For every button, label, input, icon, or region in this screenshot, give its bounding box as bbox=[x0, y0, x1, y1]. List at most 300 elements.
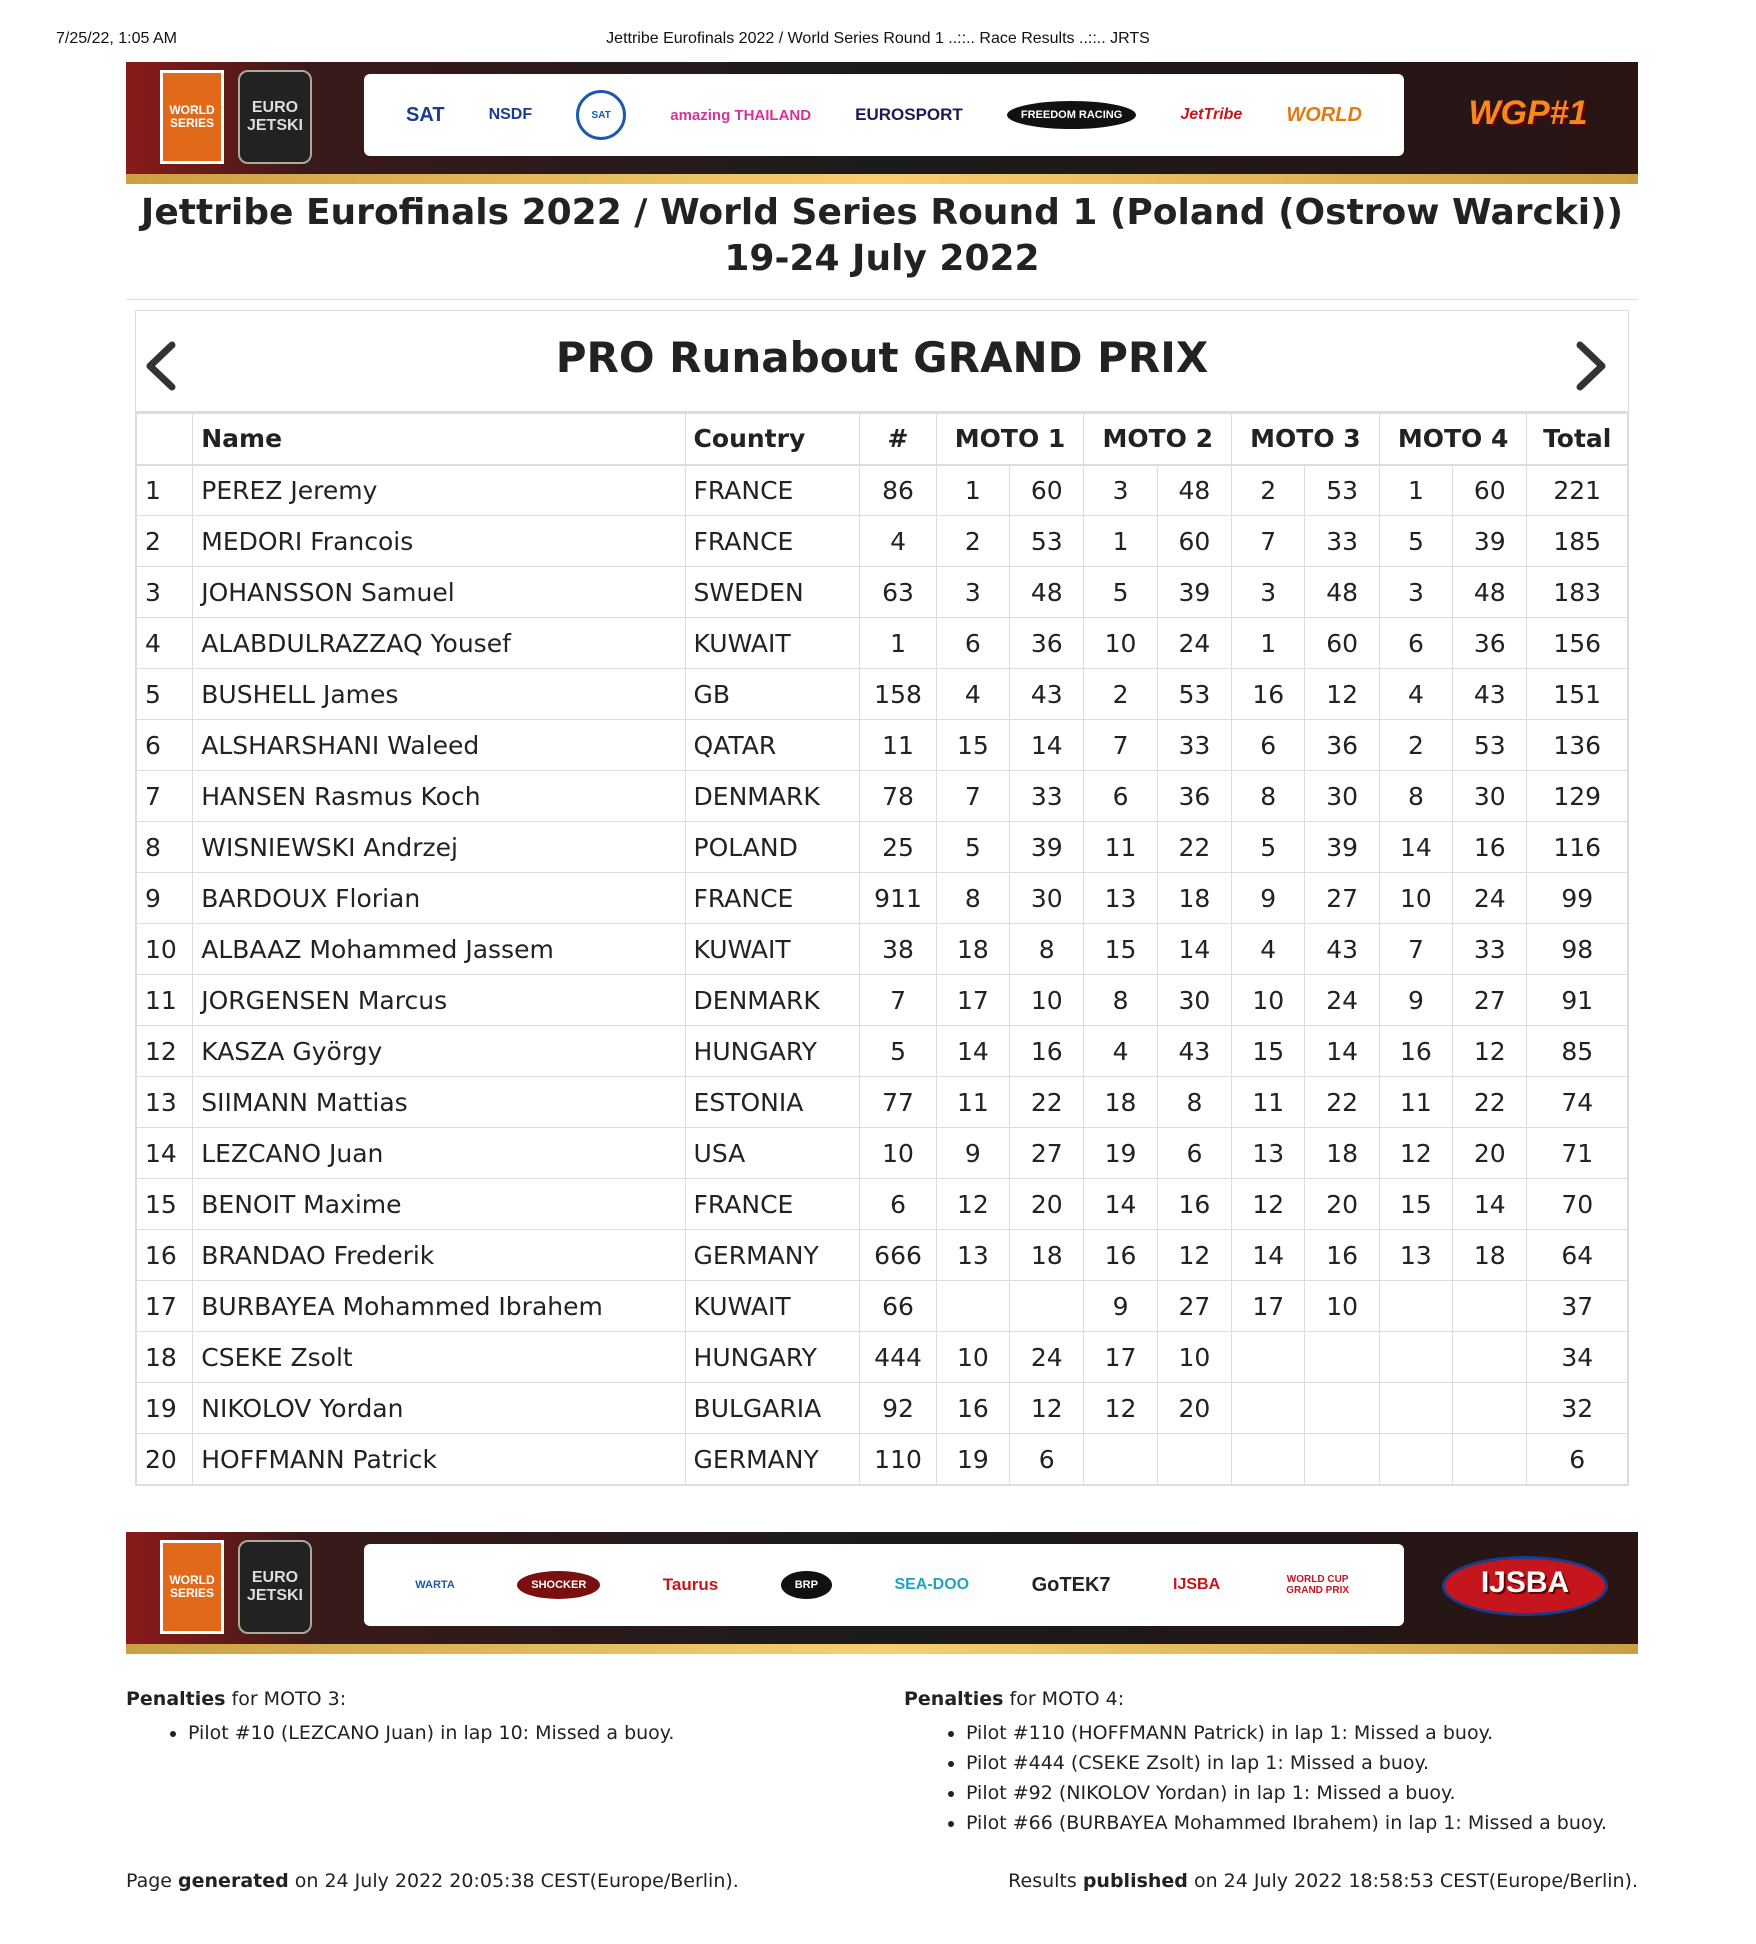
moto1-points: 30 bbox=[1010, 873, 1084, 924]
penalties-label: Penalties bbox=[904, 1688, 1004, 1710]
moto3-place: 10 bbox=[1232, 975, 1305, 1026]
moto4-place: 7 bbox=[1379, 924, 1452, 975]
moto4-place: 1 bbox=[1379, 465, 1452, 516]
moto1-place: 13 bbox=[936, 1230, 1009, 1281]
moto1-place: 11 bbox=[936, 1077, 1009, 1128]
moto4-place bbox=[1379, 1281, 1452, 1332]
sponsor-logo: GoTEK7 bbox=[1031, 1573, 1111, 1596]
moto1-points bbox=[1010, 1281, 1084, 1332]
row-total: 34 bbox=[1527, 1332, 1628, 1383]
table-row bbox=[137, 771, 1628, 822]
moto2-header: MOTO 2 bbox=[1084, 414, 1232, 465]
moto1-place: 7 bbox=[936, 771, 1009, 822]
moto4-place: 11 bbox=[1379, 1077, 1452, 1128]
moto1-points: 12 bbox=[1010, 1383, 1084, 1434]
sponsor-logo: SAT bbox=[576, 90, 626, 140]
moto1-points: 14 bbox=[1010, 720, 1084, 771]
moto4-points: 48 bbox=[1453, 567, 1527, 618]
moto2-points: 22 bbox=[1157, 822, 1231, 873]
divider bbox=[126, 299, 1638, 300]
moto1-place: 19 bbox=[936, 1434, 1009, 1485]
moto3-place: 17 bbox=[1232, 1281, 1305, 1332]
row-name: KASZA György bbox=[193, 1026, 685, 1077]
row-position: 7 bbox=[137, 771, 193, 822]
sponsor-banner-top bbox=[126, 62, 1638, 184]
moto1-place: 3 bbox=[936, 567, 1009, 618]
moto3-points: 22 bbox=[1305, 1077, 1379, 1128]
moto3-place: 5 bbox=[1232, 822, 1305, 873]
table-row bbox=[137, 1179, 1628, 1230]
event-heading bbox=[126, 190, 1638, 282]
moto3-header: MOTO 3 bbox=[1232, 414, 1380, 465]
table-row bbox=[137, 567, 1628, 618]
moto2-points: 8 bbox=[1157, 1077, 1231, 1128]
sponsor-logo: WORLD CUP GRAND PRIX bbox=[1286, 1574, 1350, 1596]
row-country: DENMARK bbox=[685, 771, 860, 822]
total-header: Total bbox=[1527, 414, 1628, 465]
moto1-place: 8 bbox=[936, 873, 1009, 924]
row-name: JORGENSEN Marcus bbox=[193, 975, 685, 1026]
moto4-place: 8 bbox=[1379, 771, 1452, 822]
row-total: 136 bbox=[1527, 720, 1628, 771]
row-position: 2 bbox=[137, 516, 193, 567]
moto3-place: 12 bbox=[1232, 1179, 1305, 1230]
moto3-points: 36 bbox=[1305, 720, 1379, 771]
row-country: ESTONIA bbox=[685, 1077, 860, 1128]
moto3-points: 39 bbox=[1305, 822, 1379, 873]
table-row bbox=[137, 1281, 1628, 1332]
row-number: 911 bbox=[860, 873, 936, 924]
moto4-place: 3 bbox=[1379, 567, 1452, 618]
sponsor-strip bbox=[364, 74, 1404, 156]
row-number: 63 bbox=[860, 567, 936, 618]
penalties-for: for MOTO 4: bbox=[1003, 1688, 1125, 1710]
moto1-place bbox=[936, 1281, 1009, 1332]
row-name: WISNIEWSKI Andrzej bbox=[193, 822, 685, 873]
row-position: 3 bbox=[137, 567, 193, 618]
moto1-points: 10 bbox=[1010, 975, 1084, 1026]
moto3-place: 8 bbox=[1232, 771, 1305, 822]
table-row bbox=[137, 1434, 1628, 1485]
moto4-place: 10 bbox=[1379, 873, 1452, 924]
row-number: 86 bbox=[860, 465, 936, 516]
moto4-points: 43 bbox=[1453, 669, 1527, 720]
moto4-points: 27 bbox=[1453, 975, 1527, 1026]
moto1-points: 33 bbox=[1010, 771, 1084, 822]
moto4-place: 12 bbox=[1379, 1128, 1452, 1179]
moto2-points: 27 bbox=[1157, 1281, 1231, 1332]
row-name: ALABDULRAZZAQ Yousef bbox=[193, 618, 685, 669]
moto2-place: 1 bbox=[1084, 516, 1157, 567]
moto3-place: 4 bbox=[1232, 924, 1305, 975]
row-country: FRANCE bbox=[685, 873, 860, 924]
moto4-points bbox=[1453, 1332, 1527, 1383]
table-row bbox=[137, 720, 1628, 771]
moto3-place: 2 bbox=[1232, 465, 1305, 516]
moto2-place: 13 bbox=[1084, 873, 1157, 924]
row-name: BURBAYEA Mohammed Ibrahem bbox=[193, 1281, 685, 1332]
moto3-place bbox=[1232, 1332, 1305, 1383]
table-row bbox=[137, 1026, 1628, 1077]
moto4-points bbox=[1453, 1434, 1527, 1485]
moto4-place: 16 bbox=[1379, 1026, 1452, 1077]
moto3-place: 3 bbox=[1232, 567, 1305, 618]
sponsor-logo: SEA-DOO bbox=[894, 1576, 970, 1593]
row-number: 92 bbox=[860, 1383, 936, 1434]
moto1-points: 48 bbox=[1010, 567, 1084, 618]
results-published-note: Results published on 24 July 2022 18:58:53 CEST(Europe/Berlin). bbox=[1008, 1870, 1638, 1892]
table-row bbox=[137, 975, 1628, 1026]
table-row bbox=[137, 669, 1628, 720]
moto4-points: 14 bbox=[1453, 1179, 1527, 1230]
moto3-points bbox=[1305, 1434, 1379, 1485]
penalty-item: • Pilot #10 (LEZCANO Juan) in lap 10: Missed a buoy. bbox=[188, 1718, 674, 1748]
row-number: 66 bbox=[860, 1281, 936, 1332]
row-name: ALBAAZ Mohammed Jassem bbox=[193, 924, 685, 975]
moto2-place: 10 bbox=[1084, 618, 1157, 669]
moto4-points: 22 bbox=[1453, 1077, 1527, 1128]
moto4-points: 18 bbox=[1453, 1230, 1527, 1281]
table-row bbox=[137, 822, 1628, 873]
moto4-points: 53 bbox=[1453, 720, 1527, 771]
moto1-place: 12 bbox=[936, 1179, 1009, 1230]
moto2-place: 18 bbox=[1084, 1077, 1157, 1128]
row-position: 15 bbox=[137, 1179, 193, 1230]
row-number: 4 bbox=[860, 516, 936, 567]
sponsor-logo: NSDF bbox=[488, 106, 533, 123]
moto4-points: 60 bbox=[1453, 465, 1527, 516]
table-row bbox=[137, 873, 1628, 924]
moto3-points bbox=[1305, 1332, 1379, 1383]
moto4-place: 13 bbox=[1379, 1230, 1452, 1281]
penalty-list bbox=[126, 1718, 674, 1748]
row-name: MEDORI Francois bbox=[193, 516, 685, 567]
moto1-points: 60 bbox=[1010, 465, 1084, 516]
moto2-place bbox=[1084, 1434, 1157, 1485]
row-number: 38 bbox=[860, 924, 936, 975]
moto1-points: 8 bbox=[1010, 924, 1084, 975]
row-number: 77 bbox=[860, 1077, 936, 1128]
moto2-place: 12 bbox=[1084, 1383, 1157, 1434]
moto4-place: 6 bbox=[1379, 618, 1452, 669]
row-name: BRANDAO Frederik bbox=[193, 1230, 685, 1281]
chevron-right-icon[interactable] bbox=[1570, 341, 1610, 391]
moto2-place: 3 bbox=[1084, 465, 1157, 516]
penalty-item: • Pilot #110 (HOFFMANN Patrick) in lap 1: Missed a buoy. bbox=[966, 1718, 1607, 1748]
penalties-moto3 bbox=[126, 1688, 674, 1748]
row-number: 6 bbox=[860, 1179, 936, 1230]
row-position: 6 bbox=[137, 720, 193, 771]
table-row bbox=[137, 1383, 1628, 1434]
row-total: 116 bbox=[1527, 822, 1628, 873]
row-position: 12 bbox=[137, 1026, 193, 1077]
moto1-place: 2 bbox=[936, 516, 1009, 567]
moto3-place: 6 bbox=[1232, 720, 1305, 771]
moto1-points: 36 bbox=[1010, 618, 1084, 669]
penalty-item: • Pilot #92 (NIKOLOV Yordan) in lap 1: Missed a buoy. bbox=[966, 1778, 1607, 1808]
event-dates: 19-24 July 2022 bbox=[724, 238, 1040, 279]
moto2-points: 30 bbox=[1157, 975, 1231, 1026]
sponsor-logo: WORLD bbox=[1286, 103, 1362, 126]
moto3-place: 16 bbox=[1232, 669, 1305, 720]
table-row bbox=[137, 1332, 1628, 1383]
moto4-place bbox=[1379, 1434, 1452, 1485]
moto1-points: 18 bbox=[1010, 1230, 1084, 1281]
row-country: KUWAIT bbox=[685, 924, 860, 975]
moto2-points: 39 bbox=[1157, 567, 1231, 618]
moto2-points: 14 bbox=[1157, 924, 1231, 975]
moto4-points: 24 bbox=[1453, 873, 1527, 924]
row-number: 444 bbox=[860, 1332, 936, 1383]
moto4-points: 20 bbox=[1453, 1128, 1527, 1179]
moto3-points: 33 bbox=[1305, 516, 1379, 567]
row-name: PEREZ Jeremy bbox=[193, 465, 685, 516]
moto3-points: 48 bbox=[1305, 567, 1379, 618]
row-total: 85 bbox=[1527, 1026, 1628, 1077]
row-position: 4 bbox=[137, 618, 193, 669]
moto2-points: 53 bbox=[1157, 669, 1231, 720]
row-total: 6 bbox=[1527, 1434, 1628, 1485]
table-row bbox=[137, 516, 1628, 567]
moto4-points: 36 bbox=[1453, 618, 1527, 669]
row-country: KUWAIT bbox=[685, 1281, 860, 1332]
moto2-points bbox=[1157, 1434, 1231, 1485]
row-position: 20 bbox=[137, 1434, 193, 1485]
table-row bbox=[137, 1128, 1628, 1179]
moto3-points: 20 bbox=[1305, 1179, 1379, 1230]
row-name: BUSHELL James bbox=[193, 669, 685, 720]
moto1-points: 16 bbox=[1010, 1026, 1084, 1077]
row-country: GERMANY bbox=[685, 1434, 860, 1485]
moto3-place: 14 bbox=[1232, 1230, 1305, 1281]
moto4-place: 4 bbox=[1379, 669, 1452, 720]
row-country: BULGARIA bbox=[685, 1383, 860, 1434]
moto1-points: 27 bbox=[1010, 1128, 1084, 1179]
row-country: HUNGARY bbox=[685, 1026, 860, 1077]
row-total: 156 bbox=[1527, 618, 1628, 669]
results-panel bbox=[135, 310, 1629, 1486]
moto3-place: 7 bbox=[1232, 516, 1305, 567]
penalty-item: • Pilot #66 (BURBAYEA Mohammed Ibrahem) in lap 1: Missed a buoy. bbox=[966, 1808, 1607, 1838]
moto4-place: 15 bbox=[1379, 1179, 1452, 1230]
moto4-points: 16 bbox=[1453, 822, 1527, 873]
moto2-place: 15 bbox=[1084, 924, 1157, 975]
euro-jetski-logo: EURO JETSKI bbox=[238, 1540, 312, 1634]
row-total: 99 bbox=[1527, 873, 1628, 924]
moto3-place: 15 bbox=[1232, 1026, 1305, 1077]
moto2-place: 8 bbox=[1084, 975, 1157, 1026]
moto3-points: 12 bbox=[1305, 669, 1379, 720]
row-position: 1 bbox=[137, 465, 193, 516]
moto3-points bbox=[1305, 1383, 1379, 1434]
moto3-points: 60 bbox=[1305, 618, 1379, 669]
moto2-points: 20 bbox=[1157, 1383, 1231, 1434]
moto2-points: 60 bbox=[1157, 516, 1231, 567]
moto2-place: 2 bbox=[1084, 669, 1157, 720]
row-position: 8 bbox=[137, 822, 193, 873]
moto3-place: 1 bbox=[1232, 618, 1305, 669]
moto3-points: 53 bbox=[1305, 465, 1379, 516]
moto1-points: 20 bbox=[1010, 1179, 1084, 1230]
moto1-place: 4 bbox=[936, 669, 1009, 720]
row-country: POLAND bbox=[685, 822, 860, 873]
moto2-place: 16 bbox=[1084, 1230, 1157, 1281]
moto1-place: 5 bbox=[936, 822, 1009, 873]
row-total: 37 bbox=[1527, 1281, 1628, 1332]
class-title: PRO Runabout GRAND PRIX bbox=[555, 333, 1209, 382]
moto3-place: 11 bbox=[1232, 1077, 1305, 1128]
row-name: BENOIT Maxime bbox=[193, 1179, 685, 1230]
moto2-place: 7 bbox=[1084, 720, 1157, 771]
moto1-points: 22 bbox=[1010, 1077, 1084, 1128]
moto4-points: 30 bbox=[1453, 771, 1527, 822]
moto2-points: 33 bbox=[1157, 720, 1231, 771]
row-position: 16 bbox=[137, 1230, 193, 1281]
moto3-place bbox=[1232, 1434, 1305, 1485]
moto4-place: 2 bbox=[1379, 720, 1452, 771]
moto1-place: 6 bbox=[936, 618, 1009, 669]
row-total: 64 bbox=[1527, 1230, 1628, 1281]
penalty-item: • Pilot #444 (CSEKE Zsolt) in lap 1: Missed a buoy. bbox=[966, 1748, 1607, 1778]
row-name: CSEKE Zsolt bbox=[193, 1332, 685, 1383]
row-number: 10 bbox=[860, 1128, 936, 1179]
moto1-place: 18 bbox=[936, 924, 1009, 975]
sponsor-logo: SAT bbox=[406, 103, 445, 126]
moto1-header: MOTO 1 bbox=[936, 414, 1084, 465]
row-country: GB bbox=[685, 669, 860, 720]
sponsor-logo: EUROSPORT bbox=[855, 105, 963, 124]
moto3-points: 14 bbox=[1305, 1026, 1379, 1077]
sponsor-logo: BRP bbox=[781, 1571, 832, 1599]
penalty-list bbox=[904, 1718, 1607, 1838]
moto1-place: 17 bbox=[936, 975, 1009, 1026]
sponsor-logo: IJSBA bbox=[1173, 1576, 1221, 1593]
results-body bbox=[137, 465, 1628, 1485]
world-series-logo: WORLD SERIES bbox=[160, 70, 224, 164]
moto3-points: 18 bbox=[1305, 1128, 1379, 1179]
row-name: HOFFMANN Patrick bbox=[193, 1434, 685, 1485]
row-number: 110 bbox=[860, 1434, 936, 1485]
print-date: 7/25/22, 1:05 AM bbox=[56, 30, 177, 47]
table-header-row bbox=[137, 414, 1628, 465]
row-total: 70 bbox=[1527, 1179, 1628, 1230]
table-row bbox=[137, 1230, 1628, 1281]
moto2-points: 6 bbox=[1157, 1128, 1231, 1179]
moto4-place: 9 bbox=[1379, 975, 1452, 1026]
row-number: 7 bbox=[860, 975, 936, 1026]
wgp-logo: WGP#1 bbox=[1468, 94, 1588, 132]
moto1-points: 53 bbox=[1010, 516, 1084, 567]
moto4-place: 14 bbox=[1379, 822, 1452, 873]
sponsor-logo: JetTribe bbox=[1180, 106, 1243, 123]
moto4-place: 5 bbox=[1379, 516, 1452, 567]
moto3-points: 30 bbox=[1305, 771, 1379, 822]
row-total: 74 bbox=[1527, 1077, 1628, 1128]
moto3-points: 27 bbox=[1305, 873, 1379, 924]
row-number: 1 bbox=[860, 618, 936, 669]
moto4-points: 33 bbox=[1453, 924, 1527, 975]
row-country: QATAR bbox=[685, 720, 860, 771]
moto1-place: 10 bbox=[936, 1332, 1009, 1383]
row-position: 9 bbox=[137, 873, 193, 924]
moto2-place: 14 bbox=[1084, 1179, 1157, 1230]
country-header: Country bbox=[685, 414, 860, 465]
row-position: 14 bbox=[137, 1128, 193, 1179]
row-number: 78 bbox=[860, 771, 936, 822]
row-country: USA bbox=[685, 1128, 860, 1179]
moto3-points: 24 bbox=[1305, 975, 1379, 1026]
row-name: SIIMANN Mattias bbox=[193, 1077, 685, 1128]
table-row bbox=[137, 618, 1628, 669]
moto1-points: 6 bbox=[1010, 1434, 1084, 1485]
row-total: 71 bbox=[1527, 1128, 1628, 1179]
row-number: 158 bbox=[860, 669, 936, 720]
moto4-header: MOTO 4 bbox=[1379, 414, 1527, 465]
row-country: GERMANY bbox=[685, 1230, 860, 1281]
print-title: Jettribe Eurofinals 2022 / World Series Round 1 ..::.. Race Results ..::.. JRTS bbox=[606, 30, 1150, 47]
results-table bbox=[136, 413, 1628, 1485]
euro-jetski-logo: EURO JETSKI bbox=[238, 70, 312, 164]
row-total: 183 bbox=[1527, 567, 1628, 618]
row-number: 25 bbox=[860, 822, 936, 873]
sponsor-logo: FREEDOM RACING bbox=[1007, 101, 1136, 129]
row-position: 10 bbox=[137, 924, 193, 975]
moto1-points: 43 bbox=[1010, 669, 1084, 720]
row-total: 185 bbox=[1527, 516, 1628, 567]
moto1-place: 14 bbox=[936, 1026, 1009, 1077]
row-position: 18 bbox=[137, 1332, 193, 1383]
row-country: FRANCE bbox=[685, 1179, 860, 1230]
moto4-place bbox=[1379, 1383, 1452, 1434]
moto3-points: 10 bbox=[1305, 1281, 1379, 1332]
row-total: 129 bbox=[1527, 771, 1628, 822]
moto1-place: 16 bbox=[936, 1383, 1009, 1434]
row-number: 11 bbox=[860, 720, 936, 771]
name-header: Name bbox=[193, 414, 685, 465]
moto2-points: 43 bbox=[1157, 1026, 1231, 1077]
row-total: 32 bbox=[1527, 1383, 1628, 1434]
moto3-place: 13 bbox=[1232, 1128, 1305, 1179]
moto2-points: 10 bbox=[1157, 1332, 1231, 1383]
page-generated-note: Page generated on 24 July 2022 20:05:38 CEST(Europe/Berlin). bbox=[126, 1870, 739, 1892]
row-country: FRANCE bbox=[685, 465, 860, 516]
row-number: 5 bbox=[860, 1026, 936, 1077]
pos-header bbox=[137, 414, 193, 465]
row-position: 19 bbox=[137, 1383, 193, 1434]
print-header bbox=[56, 30, 1700, 54]
moto2-points: 12 bbox=[1157, 1230, 1231, 1281]
moto1-points: 39 bbox=[1010, 822, 1084, 873]
row-name: ALSHARSHANI Waleed bbox=[193, 720, 685, 771]
row-total: 151 bbox=[1527, 669, 1628, 720]
moto3-place bbox=[1232, 1383, 1305, 1434]
moto2-points: 18 bbox=[1157, 873, 1231, 924]
world-series-logo: WORLD SERIES bbox=[160, 1540, 224, 1634]
table-row bbox=[137, 465, 1628, 516]
sponsor-logo: SHOCKER bbox=[517, 1571, 600, 1599]
row-country: HUNGARY bbox=[685, 1332, 860, 1383]
row-name: LEZCANO Juan bbox=[193, 1128, 685, 1179]
moto2-place: 17 bbox=[1084, 1332, 1157, 1383]
row-total: 98 bbox=[1527, 924, 1628, 975]
moto1-place: 9 bbox=[936, 1128, 1009, 1179]
moto4-points bbox=[1453, 1281, 1527, 1332]
sponsor-banner-bottom bbox=[126, 1532, 1638, 1654]
row-total: 91 bbox=[1527, 975, 1628, 1026]
moto3-place: 9 bbox=[1232, 873, 1305, 924]
row-name: HANSEN Rasmus Koch bbox=[193, 771, 685, 822]
moto2-place: 9 bbox=[1084, 1281, 1157, 1332]
